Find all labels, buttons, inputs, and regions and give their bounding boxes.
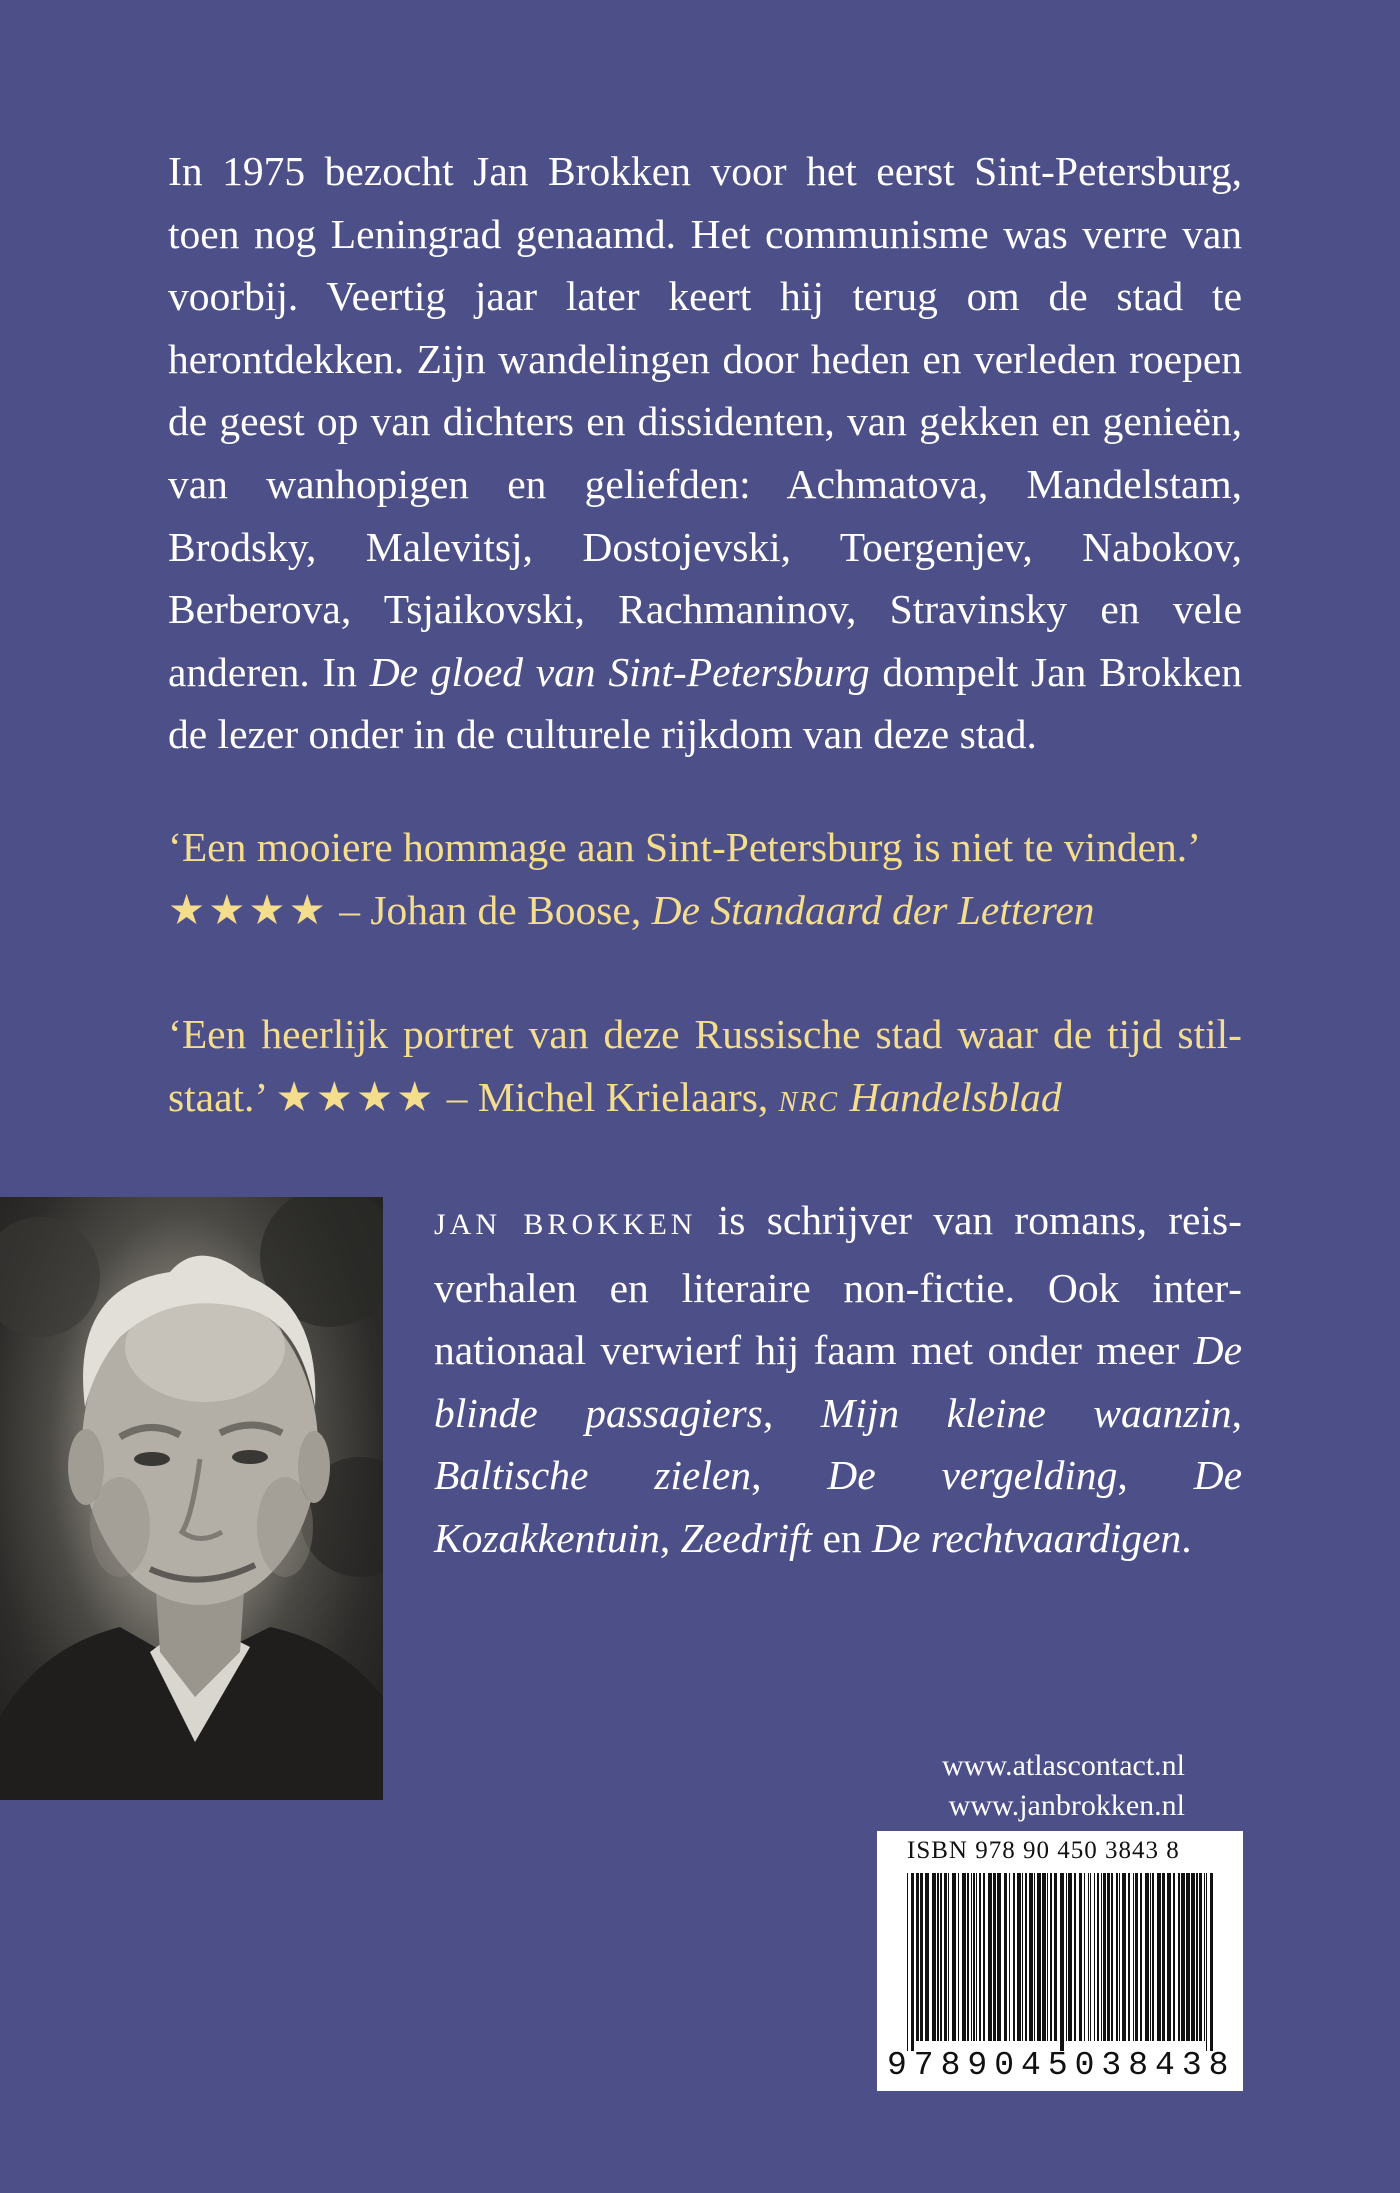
barcode-bar	[925, 1873, 929, 2041]
barcode-bar	[1181, 1873, 1185, 2041]
barcode-bar	[1135, 1873, 1138, 2041]
barcode-bar	[1079, 1873, 1082, 2041]
book-list-item: De blinde passagiers	[434, 1327, 1242, 1436]
barcode-bar	[916, 1873, 919, 2041]
barcode-bar	[1029, 1873, 1033, 2041]
barcode-bar	[1199, 1873, 1202, 2041]
bio-text: is schrijver van romans, reisverhalen en literaire non-fictie. Ook internationaal verwierf hij faam met onder meer	[434, 1197, 1242, 1374]
barcode-bar	[952, 1873, 956, 2041]
barcode-bar	[971, 1873, 972, 2041]
barcode-bar	[1050, 1873, 1052, 2041]
barcode-bar	[1152, 1873, 1154, 2041]
barcode-bar	[911, 1873, 914, 2051]
barcode-bar	[1025, 1873, 1027, 2041]
barcode-bar	[988, 1873, 992, 2041]
rating-stars-icon: ★★★★	[275, 1073, 437, 1120]
barcode-icon	[907, 1873, 1213, 2051]
barcode-bar	[1128, 1873, 1130, 2041]
quote-text: ‘Een heerlijk portret van deze Russische stad waar de tijd stilstaat.’	[168, 1011, 1242, 1120]
barcode-bar	[1101, 1873, 1102, 2041]
barcode-bar	[937, 1873, 939, 2041]
book-list-item: Zeedrift	[680, 1514, 813, 1561]
barcode-bar	[1133, 1873, 1134, 2041]
barcode-bar	[1204, 1873, 1205, 2041]
barcode-bar	[1178, 1873, 1180, 2041]
rating-stars-icon: ★★★★	[168, 886, 329, 933]
conjunction: en	[812, 1514, 872, 1561]
barcode-bar	[1004, 1873, 1007, 2041]
book-description	[168, 140, 1242, 766]
barcode-bar	[962, 1873, 966, 2041]
author-bio	[434, 1189, 1242, 1570]
barcode-bar	[1066, 1873, 1067, 2041]
barcode-bar	[1196, 1873, 1198, 2041]
barcode-bar	[907, 1873, 908, 2051]
barcode-bar	[958, 1873, 959, 2041]
barcode-bar	[1054, 1873, 1057, 2041]
barcode-bar	[997, 1873, 1001, 2041]
barcode-bar	[920, 1873, 923, 2041]
barcode-bar	[1150, 1873, 1151, 2041]
review-quote-1	[168, 816, 1242, 941]
isbn-label: ISBN 978 90 450 3843 8	[907, 1837, 1180, 1864]
quote-source-prefix: NRC	[778, 1086, 840, 1118]
barcode-bar	[1097, 1873, 1099, 2041]
barcode-bar	[1167, 1873, 1171, 2041]
author-url[interactable]: www.janbrokken.nl	[948, 1789, 1185, 1822]
book-title: De gloed van Sint-Petersburg	[369, 648, 870, 695]
quote-source: De Standaard der Letteren	[651, 886, 1095, 933]
barcode-bar	[1191, 1873, 1195, 2041]
barcode-bar	[1145, 1873, 1149, 2041]
publisher-urls	[785, 1746, 1185, 1826]
barcode-bar	[1111, 1873, 1113, 2041]
sentence-end: .	[1181, 1514, 1192, 1561]
barcode-bar	[973, 1873, 975, 2041]
barcode-bar	[948, 1873, 949, 2041]
barcode-digits: 9789045038438	[887, 2047, 1236, 2084]
book-list-item: De rechtvaardigen	[872, 1514, 1182, 1561]
barcode-bar	[944, 1873, 947, 2041]
barcode-bar	[1042, 1873, 1046, 2041]
barcode-bar	[983, 1873, 985, 2041]
book-list-item: Mijn kleine waanzin	[820, 1389, 1232, 1436]
quote-attribution: – Johan de Boose,	[328, 886, 652, 933]
barcode-bar	[1210, 1873, 1213, 2051]
barcode-bar	[1157, 1873, 1161, 2041]
description-text: In 1975 bezocht Jan Brokken voor het eerst Sint-Petersburg, toen nog Leningrad genaamd. Het communisme was verre van voorbij. Veertig jaar later keert hij terug om de stad te herontdekken. Zijn wandelingen door heden en verleden roepen de geest op van dichters en dissidenten, van gekken en genieën, van wanhopigen en geliefden: Achmatova, Mandelstam, Brodsky, Malevitsj, Dostojevski, Toergenjev, Nabokov, Berberova, Tsjaikovski, Rachmaninov, Stravinsky en vele anderen. In	[168, 148, 1242, 695]
barcode-bar	[993, 1873, 996, 2041]
barcode-bar	[1140, 1873, 1142, 2041]
barcode-bar	[1173, 1873, 1175, 2041]
barcode-bar	[932, 1873, 936, 2041]
author-portrait-photo	[0, 1197, 383, 1800]
barcode-bar	[967, 1873, 969, 2041]
barcode-bar	[1090, 1873, 1091, 2041]
barcode-bar	[1022, 1873, 1023, 2041]
book-list-item: Baltische zielen	[434, 1452, 752, 1499]
barcode-bar	[1037, 1873, 1041, 2041]
quote-text: ‘Een mooiere hommage aan Sint-Petersburg is niet te vinden.’	[168, 824, 1202, 870]
barcode-bar	[1060, 1873, 1064, 2051]
barcode-bar	[1009, 1873, 1010, 2041]
separator: ,	[751, 1452, 828, 1499]
barcode-bar	[1017, 1873, 1021, 2041]
barcode-bar	[940, 1873, 942, 2041]
review-quote-2	[168, 1003, 1242, 1134]
barcode-bar	[1094, 1873, 1095, 2041]
separator: ,	[1231, 1389, 1243, 1436]
isbn-barcode	[877, 1831, 1243, 2091]
quote-attribution: – Michel Krielaars,	[436, 1073, 779, 1120]
barcode-bar	[1047, 1873, 1048, 2041]
barcode-bar	[1084, 1873, 1085, 2041]
barcode-bar	[1206, 1873, 1207, 2051]
barcode-bar	[1103, 1873, 1106, 2041]
description-text-end: dompelt Jan Brokken de lezer onder in de culturele rijkdom van deze stad.	[168, 648, 1242, 758]
barcode-bar	[1186, 1873, 1190, 2041]
book-list-item: De vergelding	[827, 1452, 1118, 1499]
barcode-bar	[1034, 1873, 1035, 2041]
barcode-bar	[1162, 1873, 1165, 2041]
author-portrait-icon	[0, 1197, 383, 1800]
barcode-bar	[1088, 1873, 1089, 2041]
barcode-bar	[1074, 1873, 1076, 2041]
separator: ,	[1117, 1452, 1194, 1499]
quote-source: Handelsblad	[839, 1073, 1062, 1120]
separator: ,	[659, 1514, 681, 1561]
barcode-bar	[979, 1873, 981, 2041]
barcode-bar	[1013, 1873, 1015, 2041]
barcode-bar	[1119, 1873, 1120, 2041]
barcode-bar	[1068, 1873, 1072, 2041]
barcode-bar	[976, 1873, 977, 2041]
barcode-bar	[1116, 1873, 1118, 2041]
author-name: JAN BROKKEN	[434, 1208, 697, 1241]
separator: ,	[762, 1389, 821, 1436]
book-list-item: De Kozakkentuin	[434, 1452, 1243, 1561]
barcode-bar	[1107, 1873, 1110, 2041]
barcode-bar	[1122, 1873, 1126, 2041]
publisher-url[interactable]: www.atlascontact.nl	[942, 1749, 1185, 1782]
